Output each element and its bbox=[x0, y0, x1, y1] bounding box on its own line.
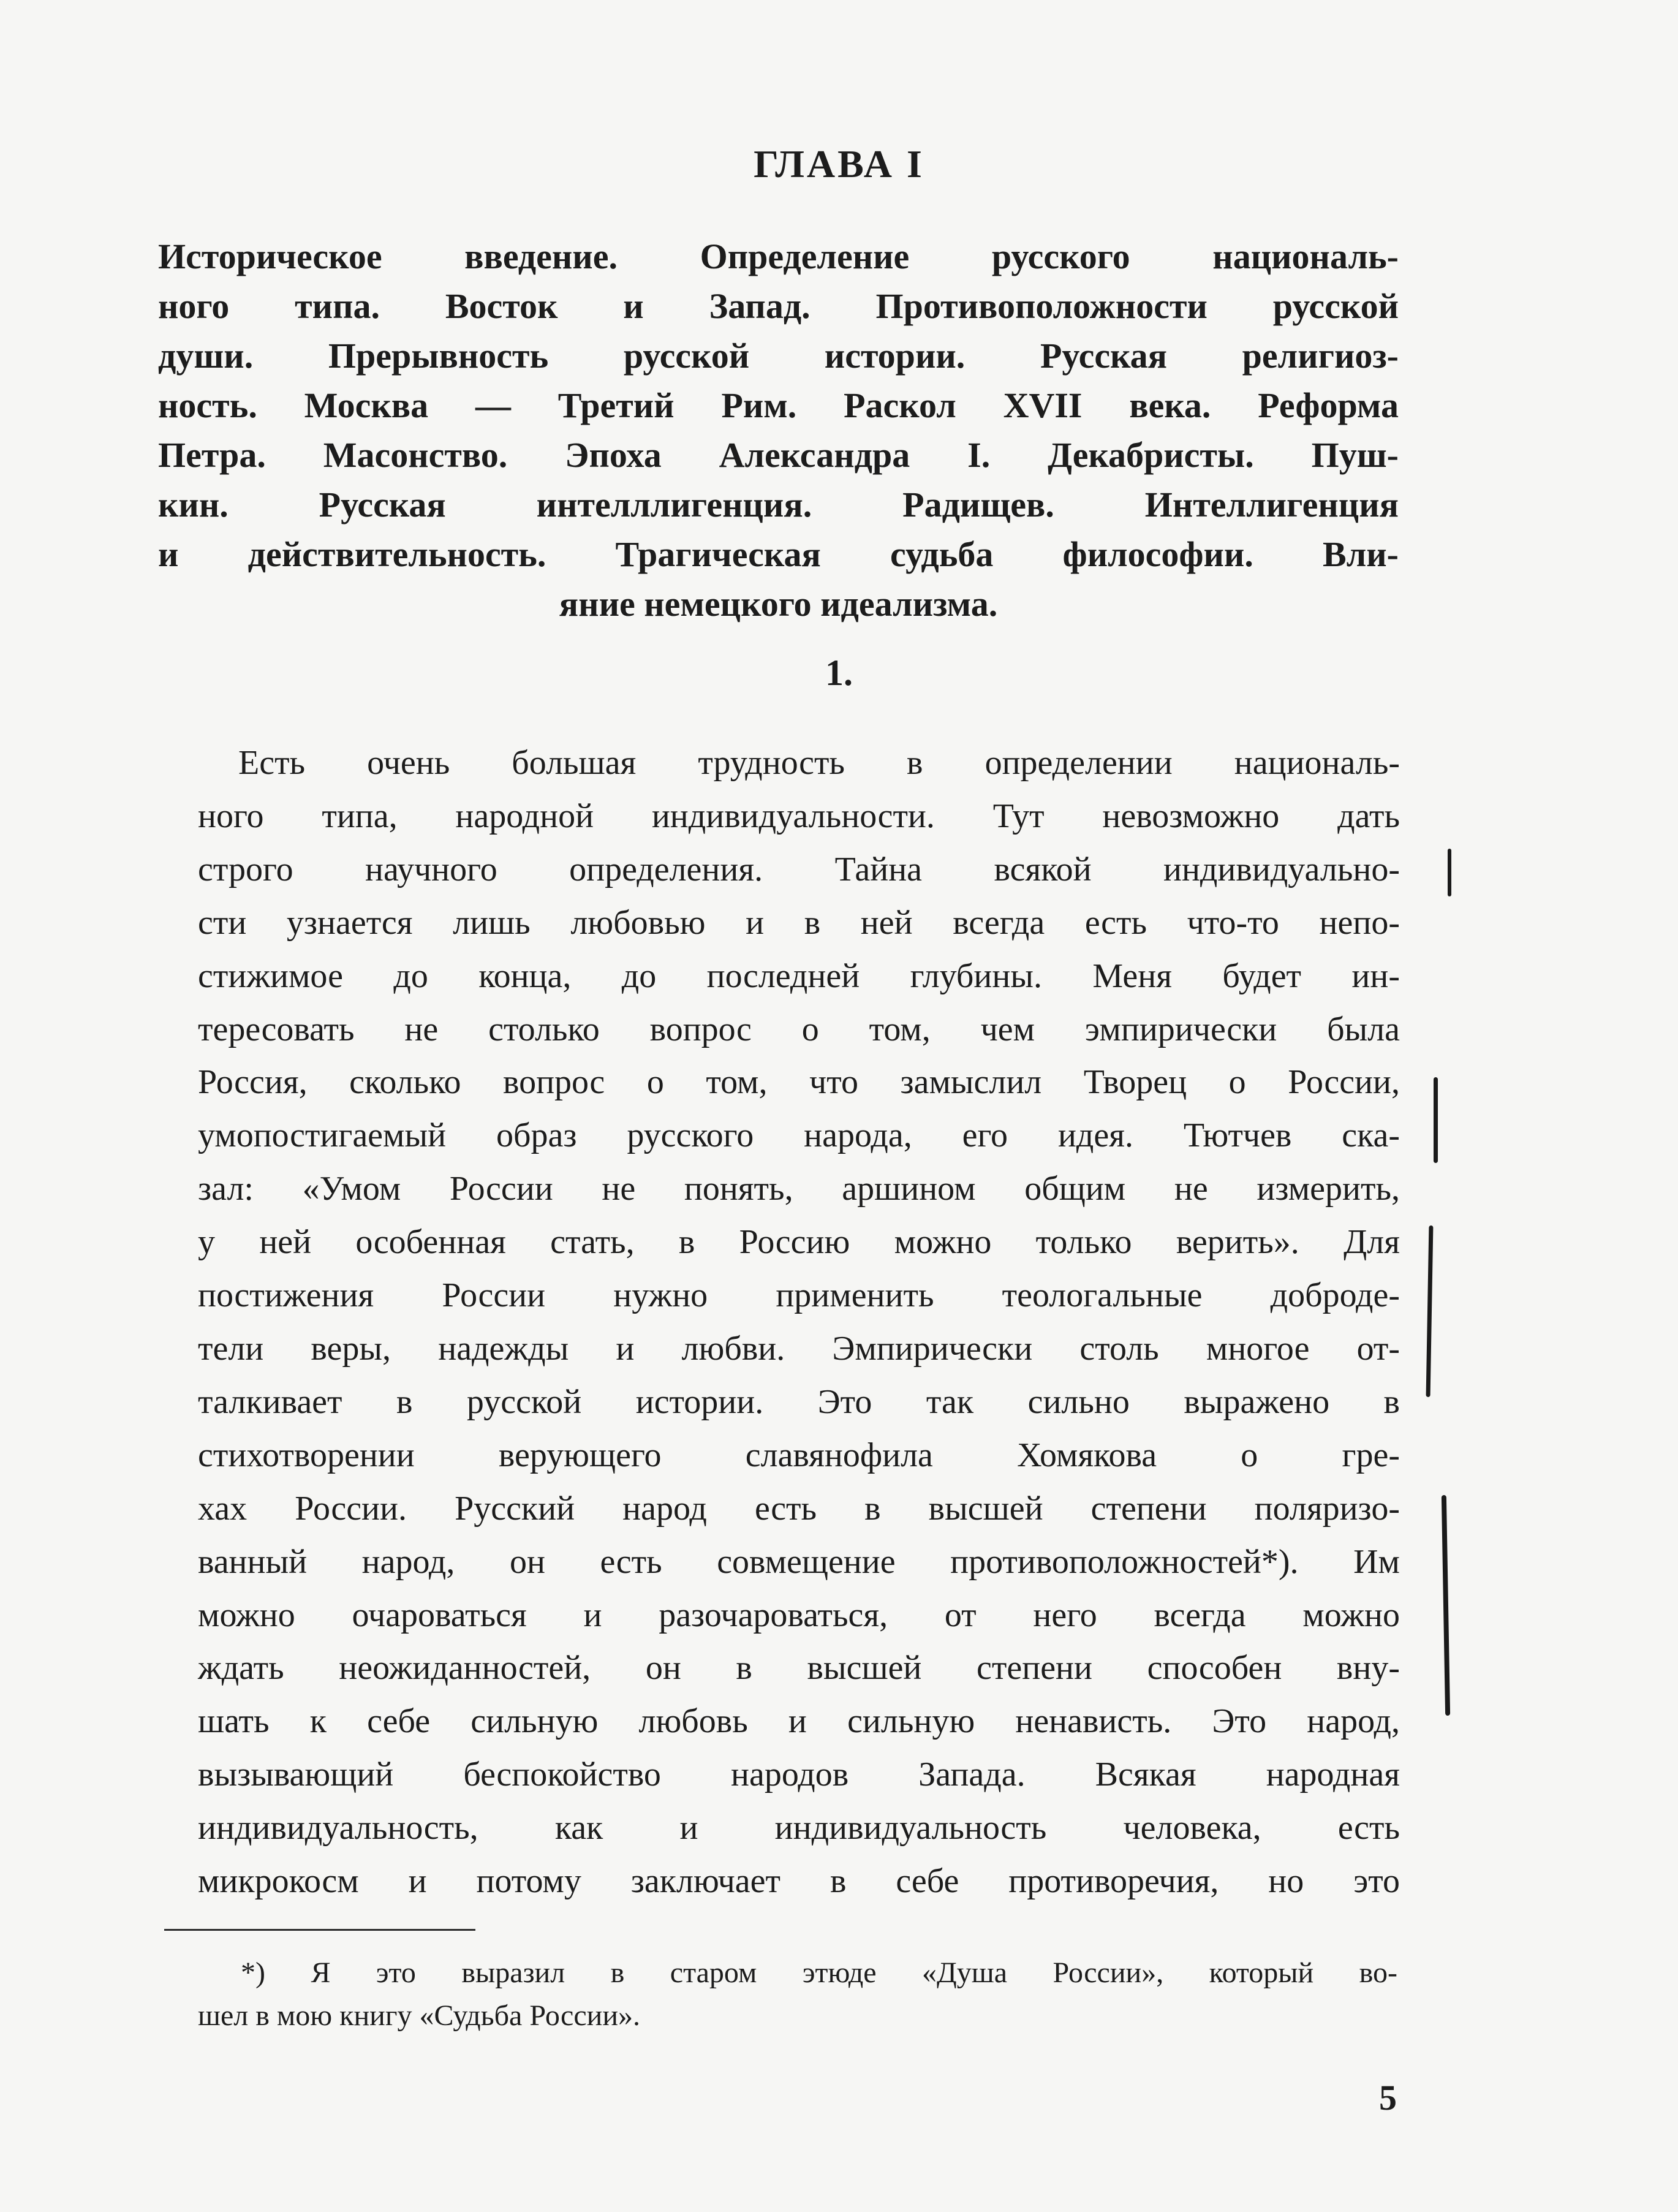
footnote-line: *) Я это выразил в старом этюде «Душа России», который во- bbox=[241, 1956, 1397, 1989]
footnote bbox=[198, 1952, 1397, 2037]
body-line: Есть очень большая трудность в определении националь- bbox=[238, 744, 1400, 782]
body-line: шать к себе сильную любовь и сильную ненависть. Это народ, bbox=[198, 1702, 1400, 1741]
body-line: талкивает в русской истории. Это так сильно выражено в bbox=[198, 1382, 1400, 1421]
footnote-divider bbox=[164, 1929, 475, 1931]
margin-pencil-mark bbox=[1448, 849, 1451, 896]
body-line: тели веры, надежды и любви. Эмпирически столь многое от- bbox=[198, 1329, 1400, 1368]
margin-pencil-mark bbox=[1434, 1077, 1438, 1163]
body-line: вызывающий беспокойство народов Запада. Всякая народная bbox=[198, 1756, 1400, 1794]
summary-line: Петра. Масонство. Эпоха Александра I. Декабристы. Пуш- bbox=[158, 435, 1399, 475]
body-line: сти узнается лишь любовью и в ней всегда есть что-то непо- bbox=[198, 903, 1400, 942]
footnote-line: шел в мою книгу «Судьба России». bbox=[198, 1999, 641, 2032]
body-line: хах России. Русский народ есть в высшей степени поляризо- bbox=[198, 1489, 1400, 1528]
body-line: можно очароваться и разочароваться, от него всегда можно bbox=[198, 1596, 1400, 1634]
body-line: индивидуальность, как и индивидуальность человека, есть bbox=[198, 1809, 1400, 1847]
body-line: ждать неожиданностей, он в высшей степени способен вну- bbox=[198, 1649, 1400, 1687]
summary-line: ного типа. Восток и Запад. Противоположности русской bbox=[158, 286, 1399, 326]
body-line: ного типа, народной индивидуальности. Тут невозможно дать bbox=[198, 797, 1400, 835]
body-line: Россия, сколько вопрос о том, что замыслил Творец о России, bbox=[198, 1063, 1400, 1102]
summary-line: яние немецкого идеализма. bbox=[559, 584, 998, 624]
summary-line: и действительность. Трагическая судьба философии. Вли- bbox=[158, 534, 1399, 574]
body-line: строго научного определения. Тайна всякой индивидуально- bbox=[198, 850, 1400, 888]
body-line: у ней особенная стать, в Россию можно только верить». Для bbox=[198, 1223, 1400, 1262]
summary-line: кин. Русская интелллигенция. Радищев. Интеллигенция bbox=[158, 485, 1399, 525]
body-line: стихотворении верующего славянофила Хомякова о гре- bbox=[198, 1436, 1400, 1474]
body-line: зал: «Умом России не понять, аршином общим не измерить, bbox=[198, 1170, 1400, 1208]
body-line: микрокосм и потому заключает в себе противоречия, но это bbox=[198, 1862, 1400, 1901]
body-line: стижимое до конца, до последней глубины. Меня будет ин- bbox=[198, 956, 1400, 995]
chapter-title: ГЛАВА I bbox=[754, 142, 924, 186]
chapter-summary bbox=[158, 232, 1399, 629]
summary-line: ность. Москва — Третий Рим. Раскол XVII века. Реформа bbox=[158, 385, 1399, 425]
body-line: ванный народ, он есть совмещение противоположностей*). Им bbox=[198, 1542, 1400, 1581]
page-number: 5 bbox=[1379, 2078, 1397, 2118]
body-line: тересовать не столько вопрос о том, чем эмпирически была bbox=[198, 1010, 1400, 1048]
section-number: 1. bbox=[825, 653, 853, 693]
summary-line: Историческое введение. Определение русского националь- bbox=[158, 237, 1399, 276]
body-text bbox=[198, 737, 1400, 1908]
body-line: умопостигаемый образ русского народа, его идея. Тютчев ска- bbox=[198, 1116, 1400, 1155]
margin-pencil-mark bbox=[1426, 1225, 1434, 1397]
body-line: постижения России нужно применить теологальные доброде- bbox=[198, 1276, 1400, 1315]
margin-pencil-mark bbox=[1442, 1495, 1450, 1716]
summary-line: души. Прерывность русской истории. Русская религиоз- bbox=[158, 336, 1399, 376]
